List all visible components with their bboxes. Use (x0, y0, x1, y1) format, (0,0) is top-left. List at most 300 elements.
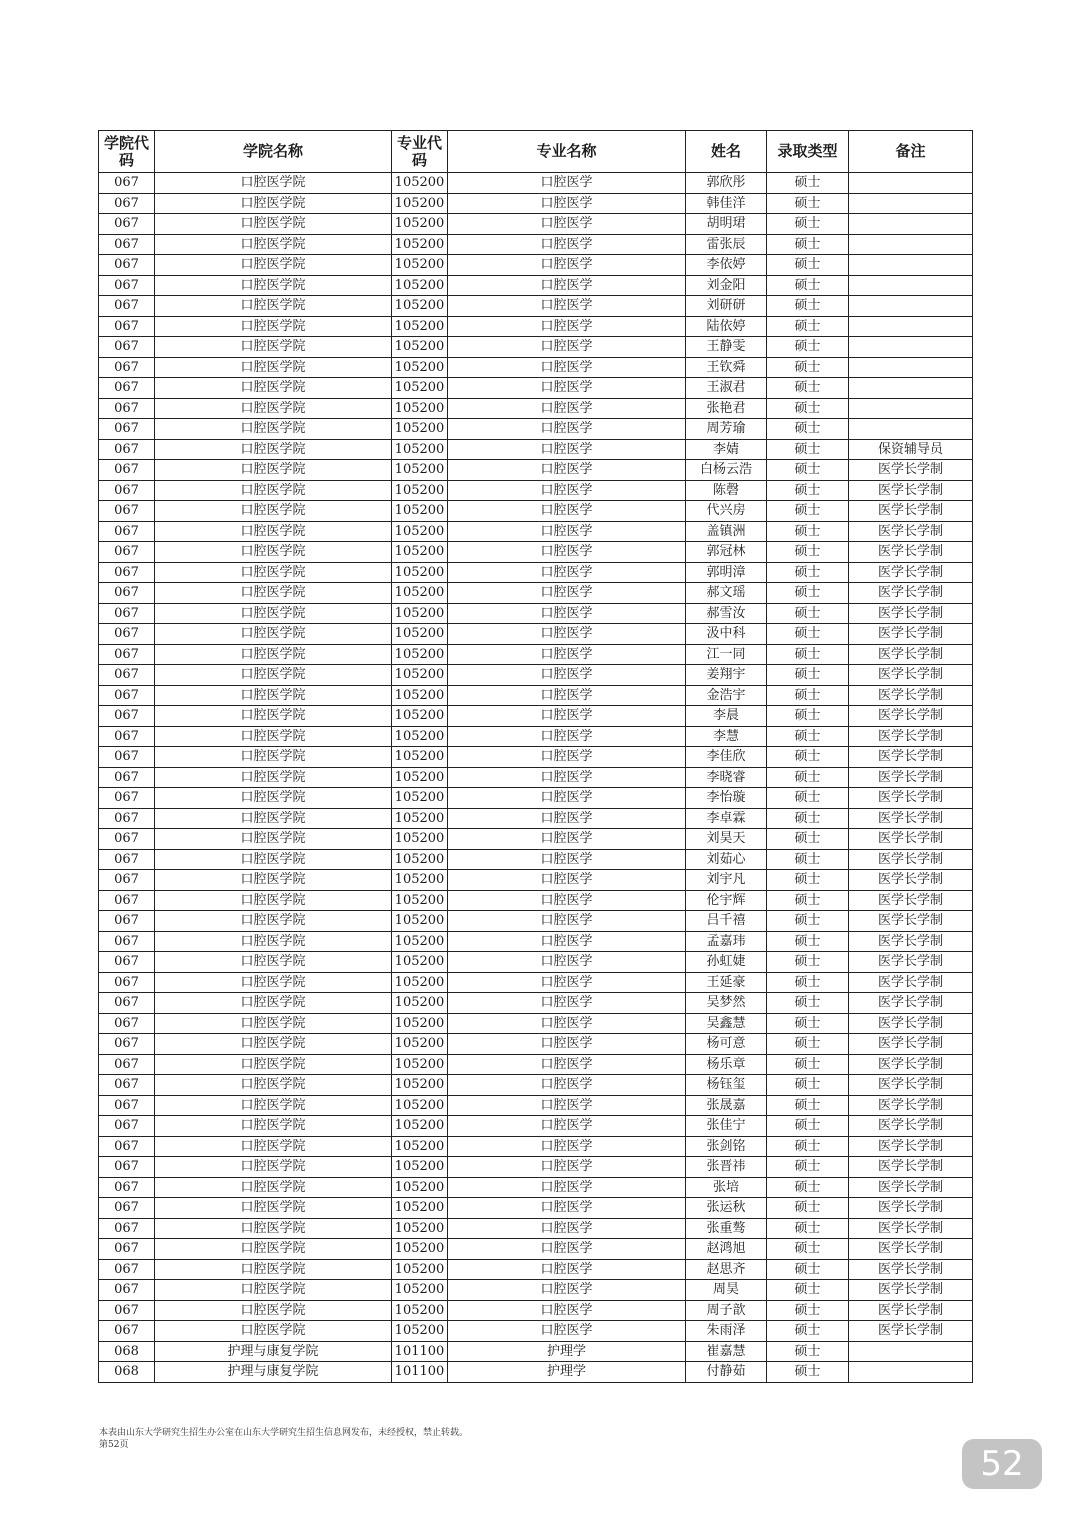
cell-major-code: 105200 (392, 316, 448, 337)
cell-major-code: 105200 (392, 1013, 448, 1034)
cell-major-name: 口腔医学 (448, 890, 686, 911)
cell-major-name: 口腔医学 (448, 870, 686, 891)
cell-college-code: 067 (99, 234, 155, 255)
cell-college-code: 067 (99, 398, 155, 419)
cell-admission-type: 硕士 (767, 685, 849, 706)
cell-remarks: 医学长学制 (849, 1198, 973, 1219)
table-row (99, 1177, 973, 1198)
cell-major-code: 105200 (392, 378, 448, 399)
table-row (99, 439, 973, 460)
cell-college-code: 067 (99, 870, 155, 891)
cell-college-name: 口腔医学院 (155, 1054, 392, 1075)
cell-remarks: 医学长学制 (849, 1034, 973, 1055)
cell-major-name: 口腔医学 (448, 234, 686, 255)
cell-remarks: 医学长学制 (849, 767, 973, 788)
cell-major-name: 口腔医学 (448, 583, 686, 604)
cell-college-code: 067 (99, 439, 155, 460)
cell-major-name: 口腔医学 (448, 501, 686, 522)
cell-major-name: 口腔医学 (448, 419, 686, 440)
cell-student-name: 张晋祎 (686, 1157, 767, 1178)
table-row (99, 1218, 973, 1239)
cell-major-code: 105200 (392, 193, 448, 214)
cell-major-code: 105200 (392, 952, 448, 973)
cell-college-code: 067 (99, 419, 155, 440)
cell-college-name: 口腔医学院 (155, 521, 392, 542)
cell-college-code: 067 (99, 1177, 155, 1198)
cell-major-code: 105200 (392, 439, 448, 460)
cell-student-name: 白杨云浩 (686, 460, 767, 481)
cell-admission-type: 硕士 (767, 562, 849, 583)
cell-college-name: 口腔医学院 (155, 767, 392, 788)
cell-college-name: 口腔医学院 (155, 357, 392, 378)
cell-major-code: 105200 (392, 603, 448, 624)
cell-college-code: 067 (99, 214, 155, 235)
cell-student-name: 孟嘉玮 (686, 931, 767, 952)
cell-student-name: 李慧 (686, 726, 767, 747)
cell-major-code: 105200 (392, 562, 448, 583)
cell-major-name: 口腔医学 (448, 255, 686, 276)
cell-college-name: 口腔医学院 (155, 1136, 392, 1157)
cell-admission-type: 硕士 (767, 767, 849, 788)
cell-major-name: 口腔医学 (448, 378, 686, 399)
cell-major-name: 口腔医学 (448, 849, 686, 870)
cell-student-name: 盖镇洲 (686, 521, 767, 542)
table-row (99, 173, 973, 194)
cell-college-name: 口腔医学院 (155, 1239, 392, 1260)
cell-major-name: 口腔医学 (448, 1034, 686, 1055)
cell-college-name: 口腔医学院 (155, 1095, 392, 1116)
cell-college-code: 067 (99, 1013, 155, 1034)
cell-college-code: 067 (99, 685, 155, 706)
cell-major-name: 口腔医学 (448, 808, 686, 829)
table-row (99, 562, 973, 583)
page-number-badge: 52 (962, 1439, 1042, 1489)
table-row (99, 1341, 973, 1362)
cell-college-code: 067 (99, 1198, 155, 1219)
cell-major-code: 105200 (392, 234, 448, 255)
cell-college-code: 067 (99, 1300, 155, 1321)
cell-college-code: 067 (99, 849, 155, 870)
cell-remarks (849, 398, 973, 419)
cell-admission-type: 硕士 (767, 808, 849, 829)
cell-admission-type: 硕士 (767, 870, 849, 891)
cell-college-name: 口腔医学院 (155, 1177, 392, 1198)
cell-major-code: 105200 (392, 296, 448, 317)
cell-college-code: 067 (99, 911, 155, 932)
table-row (99, 1157, 973, 1178)
cell-major-name: 口腔医学 (448, 1280, 686, 1301)
cell-college-code: 067 (99, 501, 155, 522)
table-row (99, 1300, 973, 1321)
cell-remarks: 医学长学制 (849, 501, 973, 522)
cell-remarks: 医学长学制 (849, 870, 973, 891)
cell-college-name: 口腔医学院 (155, 419, 392, 440)
cell-admission-type: 硕士 (767, 480, 849, 501)
cell-major-code: 105200 (392, 931, 448, 952)
cell-student-name: 刘茹心 (686, 849, 767, 870)
table-row (99, 542, 973, 563)
cell-college-name: 口腔医学院 (155, 726, 392, 747)
cell-college-code: 067 (99, 767, 155, 788)
cell-college-code: 067 (99, 747, 155, 768)
cell-major-code: 105200 (392, 706, 448, 727)
cell-college-name: 口腔医学院 (155, 562, 392, 583)
cell-college-code: 067 (99, 1259, 155, 1280)
cell-college-name: 口腔医学院 (155, 1198, 392, 1219)
cell-major-name: 口腔医学 (448, 1136, 686, 1157)
cell-college-code: 067 (99, 296, 155, 317)
cell-major-name: 口腔医学 (448, 829, 686, 850)
cell-college-name: 口腔医学院 (155, 1075, 392, 1096)
cell-admission-type: 硕士 (767, 993, 849, 1014)
cell-major-name: 口腔医学 (448, 767, 686, 788)
table-row (99, 808, 973, 829)
cell-remarks: 医学长学制 (849, 952, 973, 973)
table-row (99, 829, 973, 850)
cell-college-name: 口腔医学院 (155, 972, 392, 993)
cell-admission-type: 硕士 (767, 419, 849, 440)
cell-college-name: 口腔医学院 (155, 439, 392, 460)
cell-major-name: 口腔医学 (448, 275, 686, 296)
cell-college-code: 067 (99, 972, 155, 993)
table-row (99, 849, 973, 870)
cell-college-name: 口腔医学院 (155, 583, 392, 604)
cell-student-name: 王延豪 (686, 972, 767, 993)
cell-admission-type: 硕士 (767, 829, 849, 850)
cell-student-name: 雷张辰 (686, 234, 767, 255)
table-row (99, 952, 973, 973)
cell-major-code: 105200 (392, 255, 448, 276)
cell-admission-type: 硕士 (767, 931, 849, 952)
cell-college-name: 口腔医学院 (155, 542, 392, 563)
cell-student-name: 汲中科 (686, 624, 767, 645)
table-row (99, 1198, 973, 1219)
cell-major-name: 口腔医学 (448, 1218, 686, 1239)
table-row (99, 501, 973, 522)
cell-admission-type: 硕士 (767, 644, 849, 665)
cell-admission-type: 硕士 (767, 1280, 849, 1301)
table-row (99, 788, 973, 809)
cell-remarks: 医学长学制 (849, 460, 973, 481)
cell-college-code: 067 (99, 1280, 155, 1301)
table-row (99, 624, 973, 645)
cell-remarks: 保资辅导员 (849, 439, 973, 460)
cell-remarks (849, 255, 973, 276)
cell-major-name: 口腔医学 (448, 1075, 686, 1096)
cell-admission-type: 硕士 (767, 849, 849, 870)
cell-remarks: 医学长学制 (849, 1054, 973, 1075)
cell-college-name: 口腔医学院 (155, 685, 392, 706)
cell-student-name: 孙虹婕 (686, 952, 767, 973)
cell-major-code: 105200 (392, 849, 448, 870)
table-row (99, 1095, 973, 1116)
cell-admission-type: 硕士 (767, 1054, 849, 1075)
cell-college-code: 067 (99, 890, 155, 911)
cell-admission-type: 硕士 (767, 747, 849, 768)
cell-college-name: 口腔医学院 (155, 747, 392, 768)
cell-college-name: 口腔医学院 (155, 1321, 392, 1342)
cell-admission-type: 硕士 (767, 501, 849, 522)
cell-major-name: 口腔医学 (448, 357, 686, 378)
cell-admission-type: 硕士 (767, 788, 849, 809)
cell-college-code: 067 (99, 255, 155, 276)
table-row (99, 1034, 973, 1055)
cell-college-name: 口腔医学院 (155, 296, 392, 317)
cell-student-name: 赵鸿旭 (686, 1239, 767, 1260)
cell-college-code: 067 (99, 193, 155, 214)
cell-college-name: 口腔医学院 (155, 706, 392, 727)
cell-student-name: 吴鑫慧 (686, 1013, 767, 1034)
cell-college-name: 口腔医学院 (155, 193, 392, 214)
cell-college-code: 067 (99, 706, 155, 727)
cell-college-code: 067 (99, 378, 155, 399)
header-remarks: 备注 (849, 131, 973, 173)
cell-major-code: 105200 (392, 214, 448, 235)
cell-major-code: 105200 (392, 1239, 448, 1260)
cell-college-code: 067 (99, 542, 155, 563)
cell-remarks: 医学长学制 (849, 706, 973, 727)
cell-major-name: 口腔医学 (448, 1095, 686, 1116)
cell-admission-type: 硕士 (767, 1095, 849, 1116)
header-student-name: 姓名 (686, 131, 767, 173)
cell-major-code: 105200 (392, 398, 448, 419)
cell-admission-type: 硕士 (767, 542, 849, 563)
cell-remarks (849, 1341, 973, 1362)
cell-college-name: 口腔医学院 (155, 1280, 392, 1301)
cell-admission-type: 硕士 (767, 952, 849, 973)
footer-page-label: 第52页 (99, 1440, 129, 1450)
cell-major-code: 105200 (392, 542, 448, 563)
cell-admission-type: 硕士 (767, 1075, 849, 1096)
cell-major-name: 口腔医学 (448, 1116, 686, 1137)
cell-admission-type: 硕士 (767, 665, 849, 686)
table-body (99, 173, 973, 1383)
cell-college-code: 067 (99, 1218, 155, 1239)
cell-remarks: 医学长学制 (849, 583, 973, 604)
cell-major-code: 105200 (392, 1218, 448, 1239)
cell-major-name: 口腔医学 (448, 542, 686, 563)
cell-college-code: 067 (99, 316, 155, 337)
cell-major-code: 105200 (392, 1095, 448, 1116)
header-college-name: 学院名称 (155, 131, 392, 173)
cell-major-name: 口腔医学 (448, 726, 686, 747)
cell-college-code: 067 (99, 275, 155, 296)
cell-college-code: 067 (99, 931, 155, 952)
cell-college-name: 口腔医学院 (155, 788, 392, 809)
cell-college-code: 067 (99, 788, 155, 809)
table-row (99, 1321, 973, 1342)
cell-admission-type: 硕士 (767, 1013, 849, 1034)
cell-admission-type: 硕士 (767, 911, 849, 932)
cell-student-name: 周芳瑜 (686, 419, 767, 440)
table-row (99, 1239, 973, 1260)
cell-college-name: 口腔医学院 (155, 829, 392, 850)
cell-major-code: 105200 (392, 911, 448, 932)
cell-college-code: 068 (99, 1341, 155, 1362)
cell-remarks: 医学长学制 (849, 521, 973, 542)
cell-college-name: 口腔医学院 (155, 173, 392, 194)
cell-major-code: 105200 (392, 1321, 448, 1342)
cell-major-code: 105200 (392, 1034, 448, 1055)
cell-remarks (849, 193, 973, 214)
cell-admission-type: 硕士 (767, 1239, 849, 1260)
cell-major-name: 口腔医学 (448, 706, 686, 727)
cell-college-code: 067 (99, 624, 155, 645)
table-row (99, 419, 973, 440)
table-row (99, 931, 973, 952)
cell-college-name: 口腔医学院 (155, 1116, 392, 1137)
cell-college-code: 067 (99, 357, 155, 378)
cell-remarks (849, 316, 973, 337)
cell-major-code: 105200 (392, 337, 448, 358)
header-college-code: 学院代码 (99, 131, 155, 173)
admission-table (98, 130, 973, 1383)
cell-college-code: 067 (99, 952, 155, 973)
cell-college-code: 067 (99, 829, 155, 850)
cell-major-code: 105200 (392, 357, 448, 378)
table-row (99, 398, 973, 419)
cell-remarks: 医学长学制 (849, 624, 973, 645)
table-row (99, 726, 973, 747)
cell-college-name: 护理与康复学院 (155, 1362, 392, 1383)
cell-college-code: 067 (99, 1075, 155, 1096)
cell-remarks: 医学长学制 (849, 665, 973, 686)
cell-student-name: 郝雪汝 (686, 603, 767, 624)
cell-student-name: 陈磬 (686, 480, 767, 501)
table-row (99, 234, 973, 255)
cell-remarks: 医学长学制 (849, 1013, 973, 1034)
cell-admission-type: 硕士 (767, 521, 849, 542)
cell-student-name: 张剑铭 (686, 1136, 767, 1157)
cell-major-name: 口腔医学 (448, 214, 686, 235)
cell-remarks: 医学长学制 (849, 644, 973, 665)
cell-student-name: 张艳君 (686, 398, 767, 419)
cell-student-name: 李卓霖 (686, 808, 767, 829)
table-row (99, 214, 973, 235)
cell-college-name: 口腔医学院 (155, 255, 392, 276)
cell-college-code: 067 (99, 603, 155, 624)
cell-major-code: 105200 (392, 1177, 448, 1198)
cell-student-name: 杨钰玺 (686, 1075, 767, 1096)
cell-remarks: 医学长学制 (849, 993, 973, 1014)
footer (99, 1427, 468, 1451)
cell-admission-type: 硕士 (767, 726, 849, 747)
cell-admission-type: 硕士 (767, 214, 849, 235)
cell-college-name: 口腔医学院 (155, 1034, 392, 1055)
cell-student-name: 郭欣彤 (686, 173, 767, 194)
cell-major-code: 105200 (392, 788, 448, 809)
cell-college-code: 067 (99, 583, 155, 604)
cell-major-name: 口腔医学 (448, 1300, 686, 1321)
table-row (99, 1136, 973, 1157)
cell-admission-type: 硕士 (767, 972, 849, 993)
cell-remarks (849, 234, 973, 255)
table-row (99, 665, 973, 686)
cell-major-name: 口腔医学 (448, 1239, 686, 1260)
cell-college-name: 口腔医学院 (155, 316, 392, 337)
cell-college-name: 口腔医学院 (155, 1300, 392, 1321)
cell-major-name: 口腔医学 (448, 1013, 686, 1034)
cell-major-code: 105200 (392, 1198, 448, 1219)
cell-student-name: 崔嘉慧 (686, 1341, 767, 1362)
cell-remarks: 医学长学制 (849, 747, 973, 768)
cell-admission-type: 硕士 (767, 255, 849, 276)
cell-major-name: 口腔医学 (448, 1054, 686, 1075)
table-row (99, 357, 973, 378)
cell-college-name: 口腔医学院 (155, 398, 392, 419)
cell-college-code: 067 (99, 562, 155, 583)
cell-college-code: 067 (99, 1136, 155, 1157)
table-row (99, 316, 973, 337)
cell-student-name: 张运秋 (686, 1198, 767, 1219)
cell-major-code: 105200 (392, 890, 448, 911)
cell-remarks (849, 214, 973, 235)
cell-college-code: 067 (99, 808, 155, 829)
cell-college-code: 067 (99, 644, 155, 665)
cell-student-name: 李依婷 (686, 255, 767, 276)
cell-major-code: 105200 (392, 829, 448, 850)
cell-remarks: 医学长学制 (849, 1321, 973, 1342)
cell-major-name: 护理学 (448, 1341, 686, 1362)
cell-major-code: 101100 (392, 1362, 448, 1383)
cell-student-name: 李晨 (686, 706, 767, 727)
cell-college-code: 067 (99, 1116, 155, 1137)
cell-college-code: 067 (99, 1054, 155, 1075)
cell-student-name: 杨可意 (686, 1034, 767, 1055)
cell-remarks: 医学长学制 (849, 1095, 973, 1116)
cell-student-name: 代兴房 (686, 501, 767, 522)
cell-student-name: 付静茹 (686, 1362, 767, 1383)
cell-major-name: 口腔医学 (448, 911, 686, 932)
cell-major-code: 105200 (392, 1116, 448, 1137)
cell-major-name: 口腔医学 (448, 788, 686, 809)
table-row (99, 193, 973, 214)
table-row (99, 480, 973, 501)
table-row (99, 706, 973, 727)
cell-major-name: 口腔医学 (448, 1177, 686, 1198)
cell-college-name: 口腔医学院 (155, 275, 392, 296)
cell-major-name: 口腔医学 (448, 562, 686, 583)
cell-major-code: 105200 (392, 972, 448, 993)
table-row (99, 1116, 973, 1137)
cell-remarks: 医学长学制 (849, 1300, 973, 1321)
table-row (99, 1280, 973, 1301)
cell-major-name: 口腔医学 (448, 1157, 686, 1178)
cell-remarks: 医学长学制 (849, 685, 973, 706)
cell-student-name: 朱雨泽 (686, 1321, 767, 1342)
cell-student-name: 郭冠林 (686, 542, 767, 563)
footer-notice: 本表由山东大学研究生招生办公室在山东大学研究生招生信息网发布，未经授权，禁止转载。 (99, 1428, 469, 1438)
table-row (99, 1259, 973, 1280)
cell-major-name: 口腔医学 (448, 685, 686, 706)
cell-admission-type: 硕士 (767, 439, 849, 460)
cell-remarks: 医学长学制 (849, 808, 973, 829)
cell-college-code: 067 (99, 337, 155, 358)
cell-admission-type: 硕士 (767, 316, 849, 337)
table-row (99, 1013, 973, 1034)
cell-major-code: 105200 (392, 1259, 448, 1280)
cell-student-name: 吴梦然 (686, 993, 767, 1014)
cell-college-name: 口腔医学院 (155, 480, 392, 501)
cell-student-name: 姜翔宇 (686, 665, 767, 686)
cell-major-code: 105200 (392, 480, 448, 501)
cell-admission-type: 硕士 (767, 1300, 849, 1321)
cell-college-name: 口腔医学院 (155, 460, 392, 481)
cell-admission-type: 硕士 (767, 603, 849, 624)
cell-admission-type: 硕士 (767, 1341, 849, 1362)
table-row (99, 460, 973, 481)
cell-student-name: 王钦舜 (686, 357, 767, 378)
